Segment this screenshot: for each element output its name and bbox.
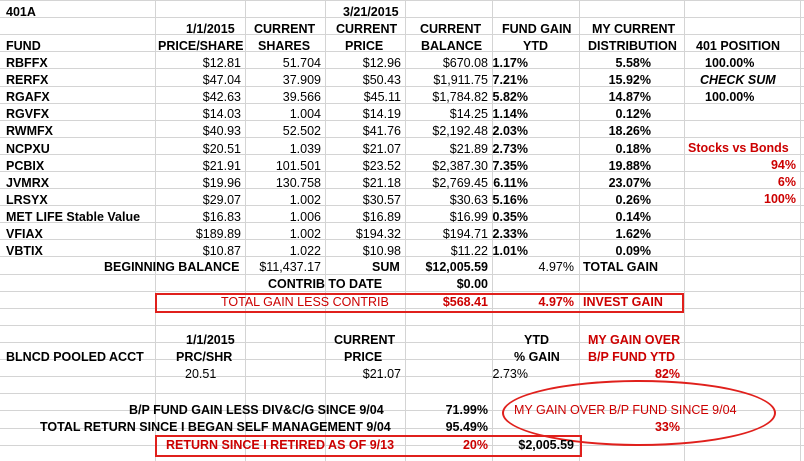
pooled-price-value[interactable]: $21.07 bbox=[362, 367, 401, 381]
retired-return-pct[interactable]: 20% bbox=[462, 438, 488, 452]
fund-balance[interactable]: $2,387.30 bbox=[432, 159, 488, 173]
pooled-ytd[interactable]: YTD bbox=[524, 333, 549, 347]
header-fund[interactable]: FUND bbox=[6, 39, 41, 53]
header-balance[interactable]: BALANCE bbox=[421, 39, 483, 53]
fund-balance[interactable]: $2,769.45 bbox=[432, 176, 488, 190]
fund-name[interactable]: MET LIFE Stable Value bbox=[6, 210, 141, 224]
fund-balance[interactable]: $1,911.75 bbox=[433, 73, 488, 87]
fund-distribution[interactable]: 5.58% bbox=[615, 56, 651, 70]
fund-shares[interactable]: 37.909 bbox=[282, 73, 321, 87]
total-return-label[interactable]: TOTAL RETURN SINCE I BEGAN SELF MANAGEMENT 9/04 bbox=[40, 420, 391, 434]
header-current-balance[interactable]: CURRENT bbox=[420, 22, 482, 36]
fund-name[interactable]: RBFFX bbox=[6, 56, 48, 70]
my-gain-over-bp-value[interactable]: 33% bbox=[654, 420, 680, 434]
fund-gain-ytd[interactable]: 5.82% bbox=[492, 90, 528, 104]
fund-name[interactable]: VFIAX bbox=[6, 227, 43, 241]
fund-shares[interactable]: 39.566 bbox=[282, 90, 321, 104]
fund-balance[interactable]: $30.63 bbox=[449, 193, 488, 207]
fund-name[interactable]: RWMFX bbox=[6, 124, 53, 138]
fund-gain-ytd[interactable]: 6.11% bbox=[493, 176, 528, 190]
fund-balance[interactable]: $14.25 bbox=[449, 107, 488, 121]
pooled-current[interactable]: CURRENT bbox=[334, 333, 396, 347]
fund-current-price[interactable]: $21.18 bbox=[362, 176, 401, 190]
stocks-pct[interactable]: 94% bbox=[770, 158, 796, 172]
fund-distribution[interactable]: 18.26% bbox=[608, 124, 651, 138]
check-sum-label[interactable]: CHECK SUM bbox=[700, 73, 776, 87]
total-pct[interactable]: 100% bbox=[764, 192, 796, 206]
header-price[interactable]: PRICE bbox=[345, 39, 384, 53]
fund-balance[interactable]: $21.89 bbox=[449, 142, 488, 156]
fund-distribution[interactable]: 0.12% bbox=[615, 107, 651, 121]
fund-name[interactable]: RGVFX bbox=[6, 107, 50, 121]
fund-gain-ytd[interactable]: 1.01% bbox=[492, 244, 528, 258]
fund-start-price[interactable]: $189.89 bbox=[195, 227, 241, 241]
fund-shares[interactable]: 1.004 bbox=[289, 107, 321, 121]
total-gain-label[interactable]: TOTAL GAIN bbox=[583, 260, 658, 274]
sheet-title[interactable]: 401A bbox=[6, 5, 36, 19]
header-current-price[interactable]: CURRENT bbox=[336, 22, 398, 36]
fund-shares[interactable]: 1.002 bbox=[289, 227, 321, 241]
fund-start-price[interactable]: $21.91 bbox=[202, 159, 241, 173]
fund-distribution[interactable]: 23.07% bbox=[608, 176, 651, 190]
pooled-date[interactable]: 1/1/2015 bbox=[186, 333, 235, 347]
header-current-shares[interactable]: CURRENT bbox=[254, 22, 316, 36]
pooled-prc-value[interactable]: 20.51 bbox=[185, 367, 217, 381]
pooled-gain-value[interactable]: 2.73% bbox=[492, 367, 528, 381]
fund-name[interactable]: RERFX bbox=[6, 73, 49, 87]
fund-start-price[interactable]: $20.51 bbox=[202, 142, 241, 156]
fund-distribution[interactable]: 14.87% bbox=[608, 90, 651, 104]
fund-shares[interactable]: 52.502 bbox=[282, 124, 321, 138]
contrib-label[interactable]: CONTRIB TO DATE bbox=[268, 277, 383, 291]
total-gain-pct[interactable]: 4.97% bbox=[538, 260, 574, 274]
fund-gain-ytd[interactable]: 1.17% bbox=[492, 56, 528, 70]
pooled-bp-fund-ytd[interactable]: B/P FUND YTD bbox=[588, 350, 676, 364]
fund-name[interactable]: PCBIX bbox=[6, 159, 45, 173]
fund-current-price[interactable]: $14.19 bbox=[362, 107, 401, 121]
fund-gain-ytd[interactable]: 1.14% bbox=[492, 107, 528, 121]
fund-shares[interactable]: 1.006 bbox=[289, 210, 321, 224]
fund-start-price[interactable]: $40.93 bbox=[202, 124, 241, 138]
fund-gain-ytd[interactable]: 2.33% bbox=[492, 227, 528, 241]
header-price-share[interactable]: PRICE/SHARE bbox=[158, 39, 244, 53]
header-ytd[interactable]: YTD bbox=[523, 39, 548, 53]
fund-name[interactable]: JVMRX bbox=[6, 176, 50, 190]
fund-current-price[interactable]: $194.32 bbox=[355, 227, 401, 241]
fund-balance[interactable]: $16.99 bbox=[449, 210, 488, 224]
fund-balance[interactable]: $670.08 bbox=[442, 56, 488, 70]
fund-shares[interactable]: 1.022 bbox=[289, 244, 321, 258]
fund-start-price[interactable]: $16.83 bbox=[202, 210, 241, 224]
fund-current-price[interactable]: $30.57 bbox=[362, 193, 401, 207]
stocks-vs-bonds-label[interactable]: Stocks vs Bonds bbox=[688, 141, 789, 155]
header-date-2[interactable]: 3/21/2015 bbox=[343, 5, 399, 19]
fund-gain-ytd[interactable]: 7.21% bbox=[492, 73, 528, 87]
fund-gain-ytd[interactable]: 2.73% bbox=[492, 142, 528, 156]
pooled-pct-gain-header[interactable]: % GAIN bbox=[514, 350, 560, 364]
fund-balance[interactable]: $194.71 bbox=[442, 227, 488, 241]
header-fund-gain[interactable]: FUND GAIN bbox=[502, 22, 572, 36]
fund-distribution[interactable]: 0.09% bbox=[615, 244, 651, 258]
fund-name[interactable]: RGAFX bbox=[6, 90, 50, 104]
fund-balance[interactable]: $1,784.82 bbox=[432, 90, 488, 104]
my-gain-over-bp-label[interactable]: MY GAIN OVER B/P FUND SINCE 9/04 bbox=[514, 403, 737, 417]
fund-name[interactable]: LRSYX bbox=[6, 193, 48, 207]
fund-balance[interactable]: $2,192.48 bbox=[432, 124, 488, 138]
retired-return-amount[interactable]: $2,005.59 bbox=[518, 438, 574, 452]
pooled-price-header[interactable]: PRICE bbox=[344, 350, 383, 364]
header-distribution[interactable]: DISTRIBUTION bbox=[588, 39, 677, 53]
pooled-prc-shr[interactable]: PRC/SHR bbox=[176, 350, 233, 364]
fund-current-price[interactable]: $21.07 bbox=[362, 142, 401, 156]
header-shares[interactable]: SHARES bbox=[258, 39, 311, 53]
sum-label[interactable]: SUM bbox=[372, 260, 400, 274]
retired-return-label[interactable]: RETURN SINCE I RETIRED AS OF 9/13 bbox=[166, 438, 395, 452]
fund-start-price[interactable]: $10.87 bbox=[202, 244, 241, 258]
check-sum-value[interactable]: 100.00% bbox=[705, 90, 755, 104]
fund-gain-ytd[interactable]: 2.03% bbox=[492, 124, 528, 138]
pooled-my-gain-over[interactable]: MY GAIN OVER bbox=[588, 333, 681, 347]
fund-shares[interactable]: 1.039 bbox=[289, 142, 321, 156]
fund-start-price[interactable]: $12.81 bbox=[202, 56, 241, 70]
fund-current-price[interactable]: $50.43 bbox=[362, 73, 401, 87]
header-date-1[interactable]: 1/1/2015 bbox=[186, 22, 235, 36]
fund-shares[interactable]: 51.704 bbox=[282, 56, 321, 70]
bonds-pct[interactable]: 6% bbox=[777, 175, 796, 189]
fund-start-price[interactable]: $29.07 bbox=[202, 193, 241, 207]
pooled-account-label[interactable]: BLNCD POOLED ACCT bbox=[6, 350, 144, 364]
fund-current-price[interactable]: $45.11 bbox=[363, 90, 401, 104]
fund-start-price[interactable]: $14.03 bbox=[202, 107, 241, 121]
fund-gain-ytd[interactable]: 7.35% bbox=[492, 159, 528, 173]
pooled-over-value[interactable]: 82% bbox=[654, 367, 680, 381]
fund-shares[interactable]: 101.501 bbox=[275, 159, 321, 173]
fund-name[interactable]: VBTIX bbox=[6, 244, 43, 258]
fund-name[interactable]: NCPXU bbox=[6, 142, 50, 156]
sum-value[interactable]: $12,005.59 bbox=[425, 260, 488, 274]
total-gain-less-contrib-label[interactable]: TOTAL GAIN LESS CONTRIB bbox=[221, 295, 389, 309]
fund-distribution[interactable]: 19.88% bbox=[608, 159, 651, 173]
fund-distribution[interactable]: 0.14% bbox=[615, 210, 651, 224]
beginning-balance-label[interactable]: BEGINNING BALANCE bbox=[104, 260, 240, 274]
fund-current-price[interactable]: $12.96 bbox=[362, 56, 401, 70]
fund-gain-ytd[interactable]: 0.35% bbox=[492, 210, 528, 224]
beginning-balance-value[interactable]: $11,437.17 bbox=[259, 260, 321, 274]
fund-shares[interactable]: 130.758 bbox=[275, 176, 321, 190]
fund-current-price[interactable]: $16.89 bbox=[362, 210, 401, 224]
fund-balance[interactable]: $11.22 bbox=[450, 244, 488, 258]
total-return-value[interactable]: 95.49% bbox=[445, 420, 488, 434]
header-my-current[interactable]: MY CURRENT bbox=[592, 22, 676, 36]
fund-distribution[interactable]: 15.92% bbox=[608, 73, 651, 87]
position-total[interactable]: 100.00% bbox=[705, 56, 755, 70]
fund-current-price[interactable]: $41.76 bbox=[362, 124, 401, 138]
fund-distribution[interactable]: 0.18% bbox=[615, 142, 651, 156]
fund-shares[interactable]: 1.002 bbox=[289, 193, 321, 207]
total-gain-less-contrib-value[interactable]: $568.41 bbox=[442, 295, 488, 309]
fund-current-price[interactable]: $10.98 bbox=[362, 244, 401, 258]
contrib-value[interactable]: $0.00 bbox=[456, 277, 488, 291]
fund-gain-ytd[interactable]: 5.16% bbox=[492, 193, 528, 207]
header-401-position[interactable]: 401 POSITION bbox=[696, 39, 781, 53]
bp-fund-gain-value[interactable]: 71.99% bbox=[445, 403, 488, 417]
fund-distribution[interactable]: 1.62% bbox=[615, 227, 651, 241]
bp-fund-gain-label[interactable]: B/P FUND GAIN LESS DIV&C/G SINCE 9/04 bbox=[129, 403, 384, 417]
fund-current-price[interactable]: $23.52 bbox=[362, 159, 401, 173]
fund-start-price[interactable]: $19.96 bbox=[202, 176, 241, 190]
invest-gain-pct[interactable]: 4.97% bbox=[538, 295, 574, 309]
fund-start-price[interactable]: $42.63 bbox=[202, 90, 241, 104]
invest-gain-label[interactable]: INVEST GAIN bbox=[583, 295, 663, 309]
fund-start-price[interactable]: $47.04 bbox=[202, 73, 241, 87]
fund-distribution[interactable]: 0.26% bbox=[615, 193, 651, 207]
